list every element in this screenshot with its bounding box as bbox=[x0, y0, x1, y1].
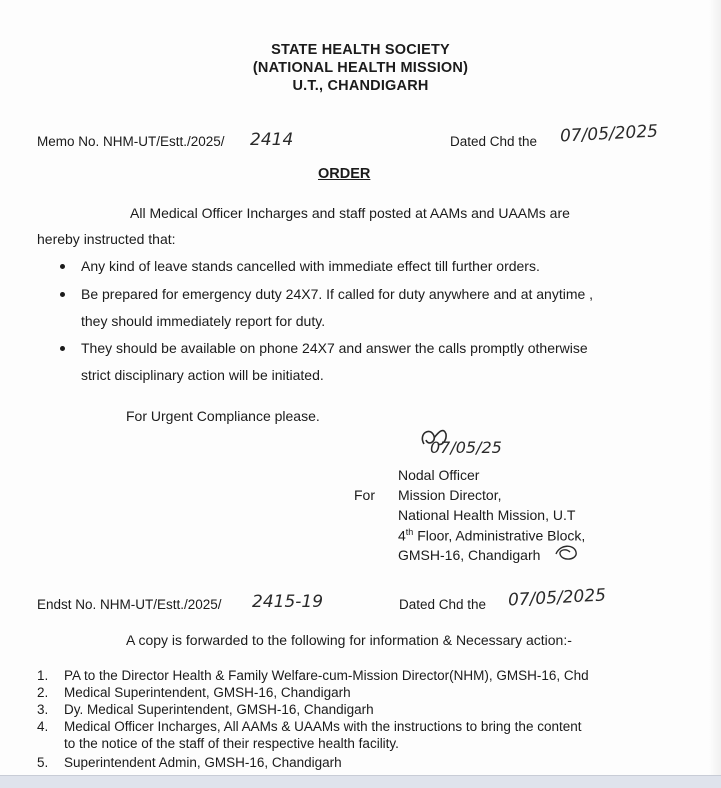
org-subtitle: (NATIONAL HEALTH MISSION) bbox=[252, 60, 469, 76]
signatory-line-address: GMSH-16, Chandigarh bbox=[398, 547, 541, 563]
recipient-text: Superintendent Admin, GMSH-16, Chandigarh bbox=[64, 755, 342, 770]
org-name: STATE HEALTH SOCIETY bbox=[271, 42, 450, 58]
compliance-note: For Urgent Compliance please. bbox=[126, 408, 320, 424]
endst-dated-label: Dated Chd the bbox=[399, 597, 487, 612]
page-edge-shadow bbox=[709, 0, 721, 775]
order-title: ORDER bbox=[318, 166, 371, 182]
recipient-number: 5. bbox=[37, 755, 49, 770]
signature-date-handwritten: 07/05/25 bbox=[430, 438, 502, 457]
viewer-bottom-bar bbox=[0, 775, 721, 788]
endst-date-handwritten: 07/05/2025 bbox=[507, 585, 607, 611]
instruction-line-cont: strict disciplinary action will be initiated. bbox=[81, 367, 324, 383]
floor-suffix: th bbox=[405, 527, 414, 537]
instruction-line: Be prepared for emergency duty 24X7. If called for duty anywhere and at anytime , bbox=[81, 286, 594, 302]
intro-line-2: hereby instructed that: bbox=[37, 231, 176, 247]
memo-date-handwritten: 07/05/2025 bbox=[559, 121, 659, 147]
bullet-icon bbox=[60, 346, 65, 351]
memo-number-handwritten: 2414 bbox=[250, 130, 294, 150]
org-location: U.T., CHANDIGARH bbox=[292, 78, 429, 94]
intro-line-1: All Medical Officer Incharges and staff posted at AAMs and UAAMs are bbox=[130, 205, 570, 221]
bullet-icon bbox=[60, 264, 65, 269]
instruction-line: They should be available on phone 24X7 and answer the calls promptly otherwise bbox=[81, 340, 588, 356]
instruction-line-cont: they should immediately report for duty. bbox=[81, 313, 326, 329]
memo-number-label: Memo No. NHM-UT/Estt./2025/ bbox=[37, 134, 225, 149]
recipient-text: Dy. Medical Superintendent, GMSH-16, Chandigarh bbox=[64, 702, 374, 717]
floor-number: 4 bbox=[398, 527, 406, 544]
memo-dated-label: Dated Chd the bbox=[450, 134, 538, 149]
endst-number-label: Endst No. NHM-UT/Estt./2025/ bbox=[37, 597, 222, 612]
signature-for-label: For bbox=[354, 487, 375, 503]
initial-mark bbox=[552, 540, 582, 564]
recipient-text-cont: to the notice of the staff of their respective health facility. bbox=[64, 736, 399, 751]
recipient-number: 2. bbox=[37, 685, 49, 700]
floor-rest: Floor, Administrative Block, bbox=[413, 527, 586, 544]
recipient-number: 3. bbox=[37, 702, 49, 717]
signatory-designation: Nodal Officer bbox=[398, 467, 480, 483]
bullet-icon bbox=[60, 292, 65, 297]
recipient-text: PA to the Director Health & Family Welfare-cum-Mission Director(NHM), GMSH-16, Chd bbox=[64, 668, 589, 683]
recipient-text: Medical Superintendent, GMSH-16, Chandigarh bbox=[64, 685, 351, 700]
signatory-line-nhm: National Health Mission, U.T bbox=[398, 507, 576, 523]
copy-forward-line: A copy is forwarded to the following for information & Necessary action:- bbox=[126, 632, 572, 648]
recipient-text: Medical Officer Incharges, All AAMs & UAAMs with the instructions to bring the content bbox=[64, 719, 582, 734]
instruction-line: Any kind of leave stands cancelled with immediate effect till further orders. bbox=[81, 258, 540, 274]
recipient-number: 1. bbox=[37, 668, 49, 683]
recipient-number: 4. bbox=[37, 719, 49, 734]
endst-number-handwritten: 2415-19 bbox=[252, 592, 324, 612]
signatory-line-md: Mission Director, bbox=[398, 487, 502, 503]
